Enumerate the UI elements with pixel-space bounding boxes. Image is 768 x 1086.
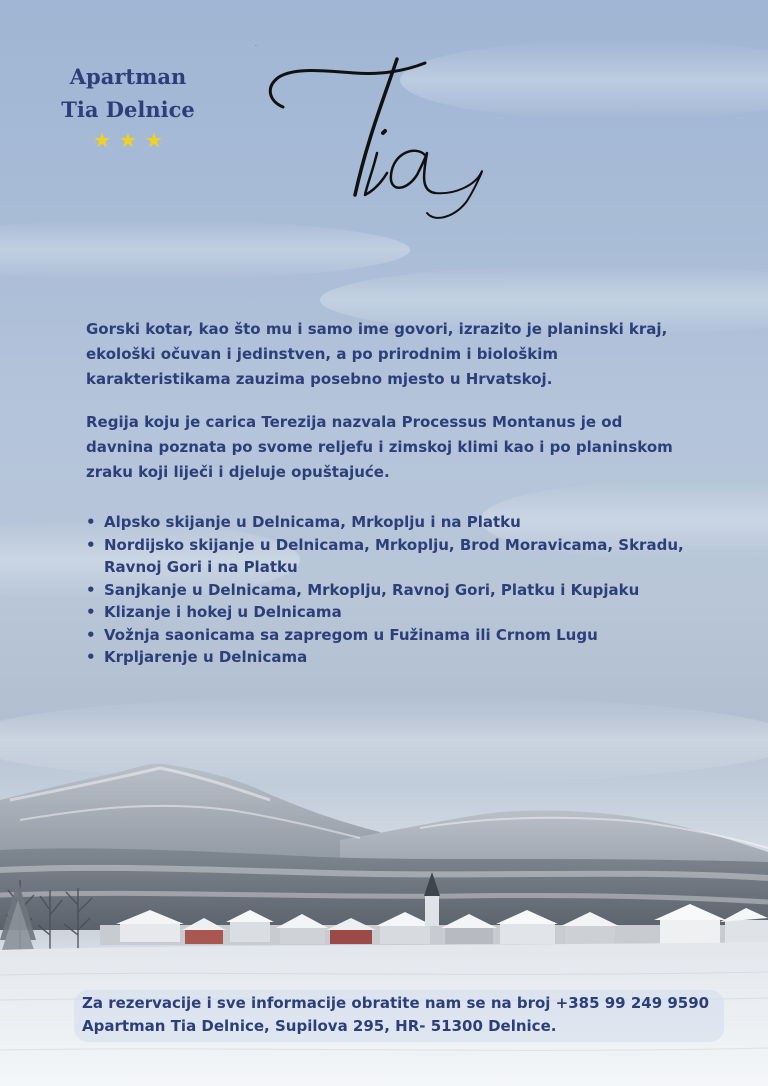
tia-script-logo <box>255 45 495 235</box>
list-item-text: Krpljarenje u Delnicama <box>104 648 308 666</box>
bullet-icon: • <box>86 535 96 554</box>
main-content <box>86 317 686 669</box>
activities-list <box>86 511 686 669</box>
list-item <box>86 511 686 534</box>
list-item <box>86 579 686 602</box>
list-item-text: Klizanje i hokej u Delnicama <box>104 603 342 621</box>
star-icon: ★ <box>93 128 112 152</box>
bullet-icon: • <box>86 603 96 621</box>
list-item-text: Sanjkanje u Delnicama, Mrkoplju, Ravnoj Gori, Platku i Kupjaku <box>104 580 640 599</box>
list-item-text: Vožnja saonicama sa zapregom u Fužinama ili Crnom Lugu <box>104 625 598 644</box>
list-item <box>86 646 686 669</box>
contact-address-line: Apartman Tia Delnice, Supilova 295, HR- 51300 Delnice. <box>82 1017 557 1035</box>
forest-band <box>0 848 768 930</box>
bullet-icon: • <box>86 648 96 666</box>
star-icon: ★ <box>144 128 163 152</box>
bullet-icon: • <box>86 625 96 644</box>
brand-block <box>40 60 216 150</box>
list-item <box>86 601 686 624</box>
list-item <box>86 624 686 647</box>
bullet-icon: • <box>86 513 96 531</box>
brand-name-line2: Tia Delnice <box>61 97 195 122</box>
list-item-text: Alpsko skijanje u Delnicama, Mrkoplju i na Platku <box>104 513 521 531</box>
list-item <box>86 534 686 579</box>
star-icon: ★ <box>119 128 137 152</box>
intro-paragraph-2: Regija koju je carica Terezija nazvala Processus Montanus je od davnina poznata po svome reljefu i zimskoj klimi kao i po planinskom zraku koji liječi i djeluje opuštajuće. <box>86 413 673 481</box>
contact-phone-line: Za rezervacije i sve informacije obratite nam se na broj +385 99 249 9590 <box>82 994 710 1012</box>
logo-text <box>255 45 257 47</box>
bullet-icon: • <box>86 580 96 599</box>
brand-name-line1: Apartman <box>69 64 187 89</box>
intro-paragraph-1: Gorski kotar, kao što mu i samo ime govori, izrazito je planinski kraj, ekološki očuvan i jedinstven, a po prirodnim i biološkim karakteristikama zauzima posebno mjesto u Hrvatskoj. <box>86 320 668 388</box>
list-item-text: Nordijsko skijanje u Delnicama, Mrkoplju, Brod Moravicama, Skradu, Ravnoj Gori i na Platku <box>104 535 684 576</box>
rating-stars <box>40 130 216 150</box>
